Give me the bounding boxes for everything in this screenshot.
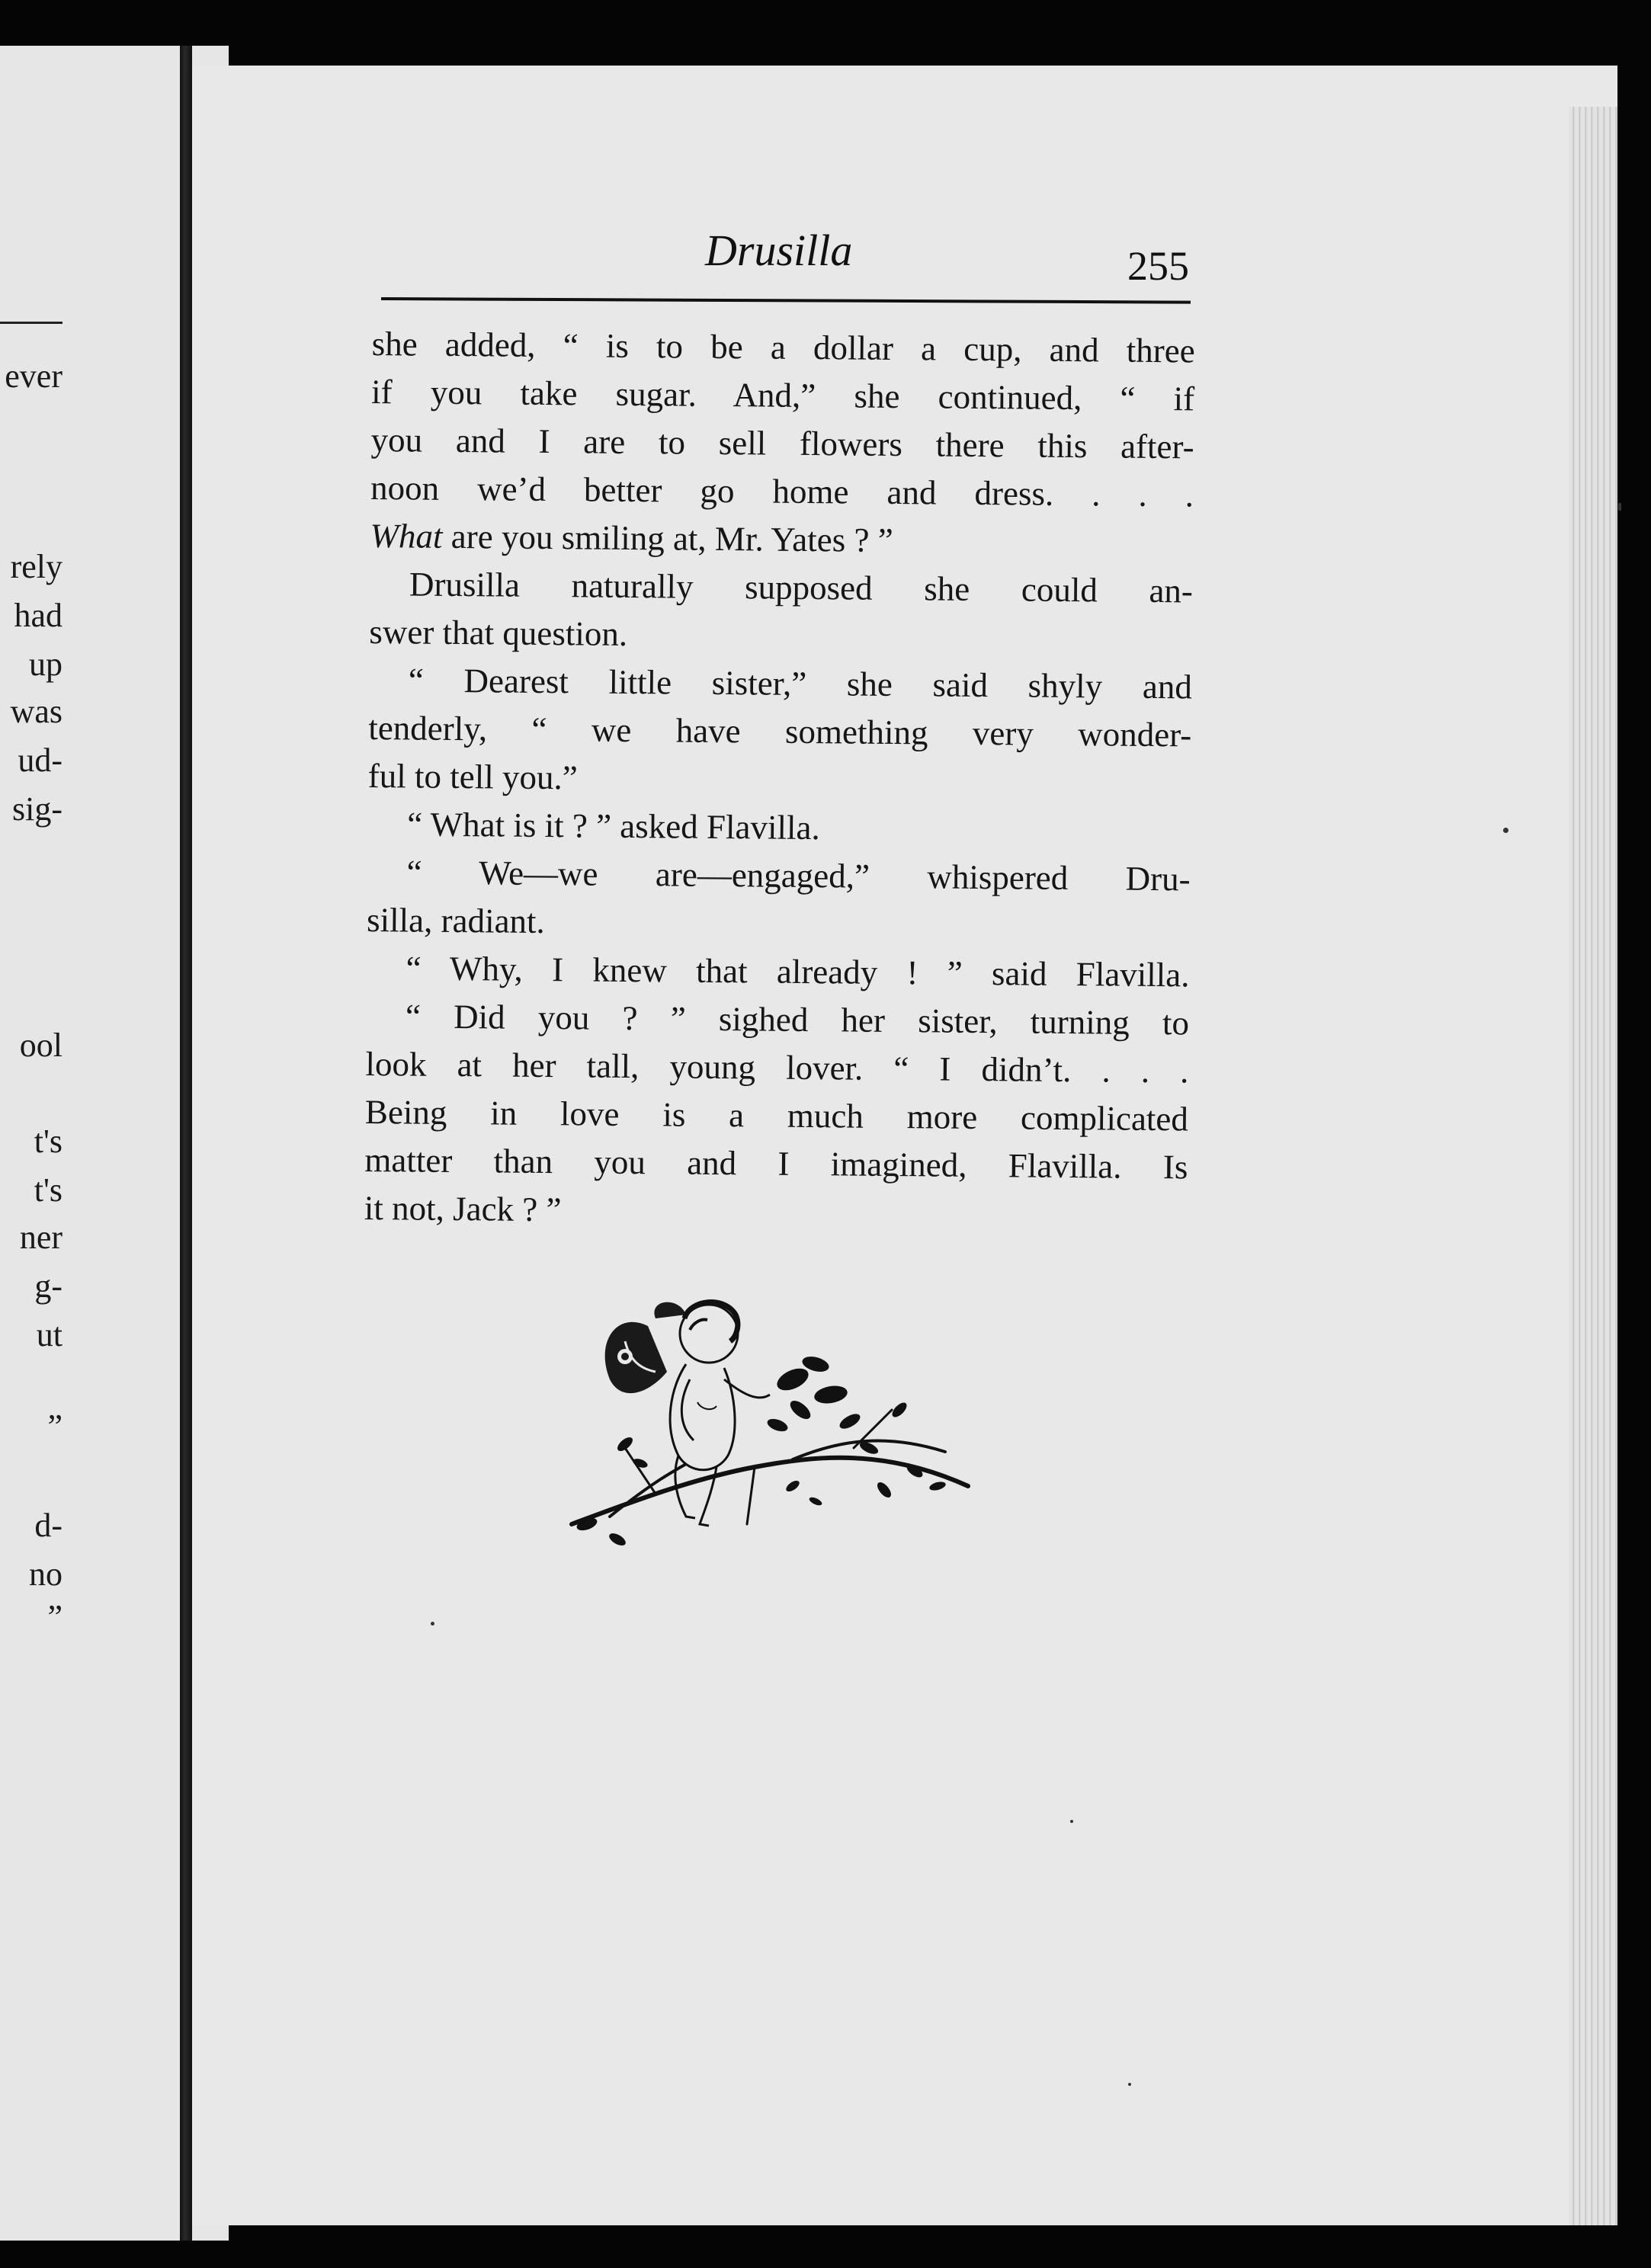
left-fragment: ” xyxy=(47,1598,63,1635)
text-line: you and I are to sell flowers there this after- xyxy=(370,420,1194,466)
page-edge-stack xyxy=(1569,107,1617,2225)
text-line-rest: are you smiling at, Mr. Yates ? ” xyxy=(442,517,893,559)
cherub-figure-icon xyxy=(670,1302,770,1526)
wing-icon xyxy=(605,1302,686,1394)
left-fragment: g- xyxy=(34,1267,63,1305)
text-line: ful to tell you.” xyxy=(367,756,578,797)
left-fragment: ever xyxy=(5,357,63,395)
scan-speck xyxy=(431,1622,434,1626)
text-line: Drusilla naturally supposed she could an- xyxy=(409,565,1194,610)
scan-speck xyxy=(1503,828,1508,833)
left-fragment: no xyxy=(29,1555,63,1593)
text-line xyxy=(370,512,1194,567)
text-line: “ Did you ? ” sighed her sister, turning to xyxy=(405,997,1190,1043)
left-fragment: rely xyxy=(10,548,63,585)
text-line: tenderly, “ we have something very wonder- xyxy=(368,708,1192,754)
book-gutter xyxy=(180,46,192,2241)
text-line: matter than you and I imagined, Flavilla. Is xyxy=(364,1140,1188,1187)
left-page-rule xyxy=(0,322,63,324)
page-header xyxy=(381,213,1189,290)
running-title: Drusilla xyxy=(705,226,853,275)
left-fragment: sig- xyxy=(12,790,63,828)
text-line: “ Dearest little sister,” she said shyly and xyxy=(408,661,1193,706)
left-fragment: t's xyxy=(34,1123,63,1160)
text-line: if you take sugar. And,” she continued, “ if xyxy=(370,372,1195,418)
emphasis-what: What xyxy=(370,516,443,556)
text-line: silla, radiant. xyxy=(366,900,546,941)
text-line: “ Why, I knew that already ! ” said Flavilla. xyxy=(406,949,1190,995)
text-line: Being in love is a much more complicated xyxy=(364,1092,1189,1139)
scan-speck xyxy=(1128,2083,1131,2086)
text-line: “ What is it ? ” asked Flavilla. xyxy=(407,805,820,847)
scan-speck xyxy=(1070,1820,1073,1823)
left-fragment: was xyxy=(10,693,63,730)
left-fragment: ” xyxy=(47,1408,63,1445)
page-number: 255 xyxy=(1127,243,1189,289)
text-line: it not, Jack ? ” xyxy=(364,1188,562,1229)
body-text xyxy=(364,320,1195,1239)
left-fragment: ud- xyxy=(18,742,63,779)
cherub-fairy-illustration xyxy=(564,1296,976,1570)
left-fragment: ut xyxy=(36,1316,63,1353)
left-fragment: had xyxy=(14,597,63,634)
text-line: look at her tall, young lover. “ I didn’t. . . . xyxy=(365,1044,1189,1091)
text-line: swer that question. xyxy=(369,612,628,653)
left-fragment: ool xyxy=(19,1027,63,1064)
left-fragment: t's xyxy=(34,1171,63,1209)
left-fragment: ner xyxy=(19,1219,63,1256)
left-fragment: d- xyxy=(34,1507,63,1544)
text-line: noon we’d better go home and dress. . . . xyxy=(370,468,1194,514)
scan-speck xyxy=(1618,503,1621,511)
text-line: she added, “ is to be a dollar a cup, and three xyxy=(371,324,1195,370)
text-line: “ We—we are—engaged,” whispered Dru- xyxy=(406,853,1191,899)
left-fragment: up xyxy=(29,645,63,683)
